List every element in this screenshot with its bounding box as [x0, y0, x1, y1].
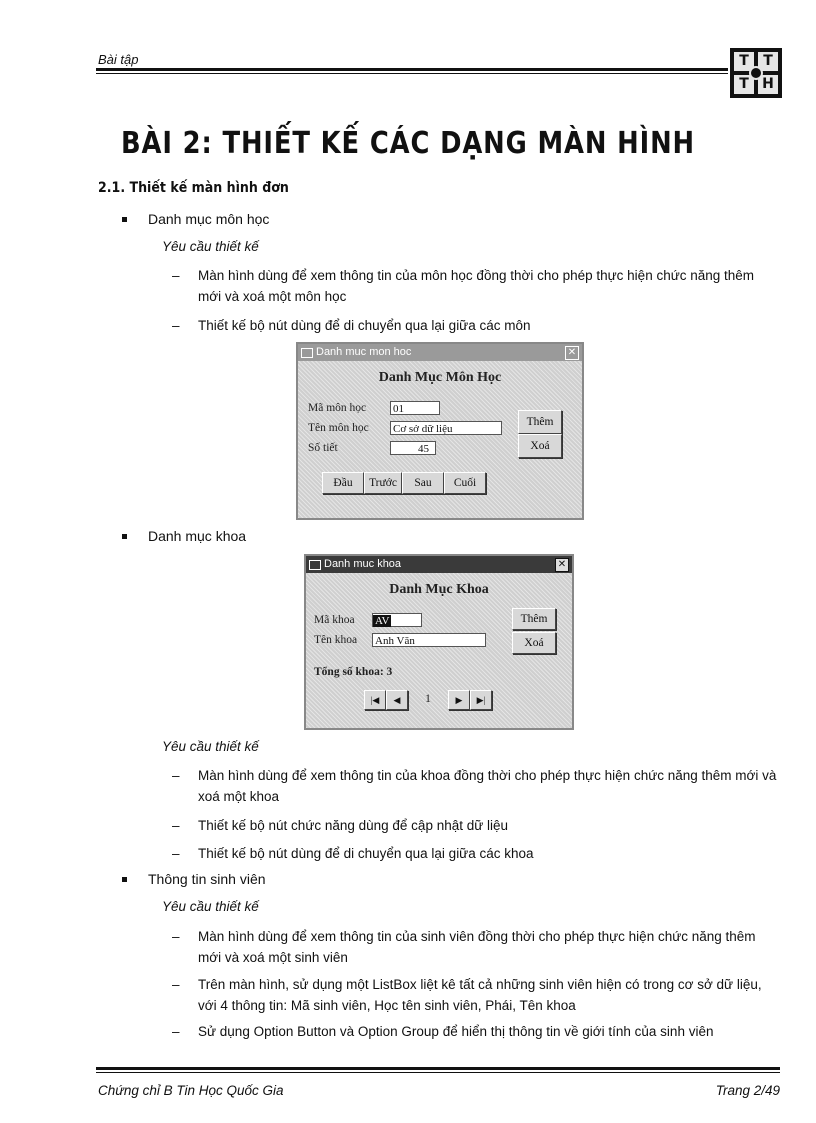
close-icon[interactable]: ✕: [555, 558, 569, 572]
header-rule: [96, 68, 728, 71]
requirement-text: Thiết kế bộ nút dùng để di chuyển qua lại giữa các khoa: [198, 846, 534, 861]
requirement-text: Màn hình dùng để xem thông tin của sinh viên đồng thời cho phép thực hiện chức năng thêm mới và xoá một sinh viên: [198, 929, 756, 965]
add-button[interactable]: Thêm: [518, 410, 562, 434]
dialog-heading: Danh Mục Môn Học: [378, 370, 502, 385]
close-icon[interactable]: ✕: [565, 346, 579, 360]
dialog-titlebar: [306, 556, 572, 573]
requirement-text: Màn hình dùng để xem thông tin của môn học đồng thời cho phép thực hiện chức năng thêm mới và xoá một môn học: [198, 268, 755, 304]
add-button[interactable]: Thêm: [512, 608, 556, 630]
bullet-square-icon: [122, 217, 127, 222]
next-button[interactable]: Sau: [402, 472, 444, 494]
logo-center-icon: [749, 66, 763, 80]
footer-rule: [96, 1067, 780, 1070]
logo-letter: T: [758, 52, 778, 71]
requirement-text: Sử dụng Option Button và Option Group để hiển thị thông tin về giới tính của sinh viên: [198, 1024, 714, 1039]
bullet-square-icon: [122, 534, 127, 539]
faculty-total: Tổng số khoa: 3: [314, 666, 393, 678]
first-button[interactable]: Đầu: [322, 472, 364, 494]
faculty-code-input[interactable]: [372, 613, 422, 627]
tth-logo: [730, 48, 782, 98]
field-label: Mã môn học: [308, 402, 367, 414]
field-label: Mã khoa: [314, 614, 355, 626]
requirement-text: Trên màn hình, sử dụng một ListBox liệt kê tất cả những sinh viên hiện có trong cơ sở dữ liệu, với 4 thông tin: Mã sinh viên, Học tên sinh viên, Phái, Tên khoa: [198, 977, 762, 1013]
footer-rule-thin: [96, 1072, 780, 1073]
faculty-dialog: [304, 554, 574, 730]
bullet-square-icon: [122, 877, 127, 882]
dialog-titlebar: [298, 344, 582, 361]
logo-letter: H: [758, 75, 778, 94]
first-record-button[interactable]: |◀: [364, 690, 386, 710]
previous-button[interactable]: Trước: [364, 472, 402, 494]
field-label: Số tiết: [308, 442, 338, 454]
faculty-name-input[interactable]: Anh Văn: [372, 633, 486, 647]
subject-dialog: [296, 342, 584, 520]
footer-left: Chứng chỉ B Tin Học Quốc Gia: [98, 1083, 284, 1098]
dialog-title: Danh muc khoa: [324, 558, 402, 570]
bullet-label: Thông tin sinh viên: [148, 871, 266, 887]
window-icon: [309, 560, 321, 570]
subject-code-input[interactable]: 01: [390, 401, 440, 415]
header-rule-thin: [96, 73, 728, 74]
next-record-button[interactable]: ▶: [448, 690, 470, 710]
header-section: Bài tập: [98, 52, 139, 67]
delete-button[interactable]: Xoá: [518, 434, 562, 458]
requirement-label: Yêu cầu thiết kế: [162, 239, 259, 254]
field-label: Tên khoa: [314, 634, 358, 646]
faculty-code-value: AV: [375, 615, 390, 627]
bullet-label: Danh mục khoa: [148, 528, 247, 544]
requirement-label: Yêu cầu thiết kế: [162, 899, 259, 914]
logo-letter: T: [734, 52, 754, 71]
window-icon: [301, 348, 313, 358]
requirement-text: Thiết kế bộ nút chức năng dùng để cập nhật dữ liệu: [198, 818, 509, 833]
footer-page-number: Trang 2/49: [715, 1083, 780, 1098]
dialog-heading: Danh Mục Khoa: [389, 582, 489, 597]
field-label: Tên môn học: [308, 422, 369, 434]
delete-button[interactable]: Xoá: [512, 632, 556, 654]
page-title: BÀI 2: THIẾT KẾ CÁC DẠNG MÀN HÌNH: [121, 126, 695, 161]
subject-name-input[interactable]: Cơ sở dữ liệu: [390, 421, 502, 435]
dialog-title: Danh muc mon hoc: [316, 346, 412, 358]
previous-record-button[interactable]: ◀: [386, 690, 408, 710]
last-button[interactable]: Cuối: [444, 472, 486, 494]
requirement-label: Yêu cầu thiết kế: [162, 739, 259, 754]
last-record-button[interactable]: ▶|: [470, 690, 492, 710]
bullet-label: Danh mục môn học: [148, 211, 270, 227]
requirement-text: Màn hình dùng để xem thông tin của khoa đồng thời cho phép thực hiện chức năng thêm mới và xoá một khoa: [198, 768, 777, 804]
record-number: 1: [425, 693, 431, 705]
section-heading: 2.1. Thiết kế màn hình đơn: [98, 180, 289, 196]
logo-letter: T: [734, 75, 754, 94]
periods-input[interactable]: 45: [390, 441, 436, 455]
requirement-text: Thiết kế bộ nút dùng để di chuyển qua lại giữa các môn: [198, 318, 531, 333]
